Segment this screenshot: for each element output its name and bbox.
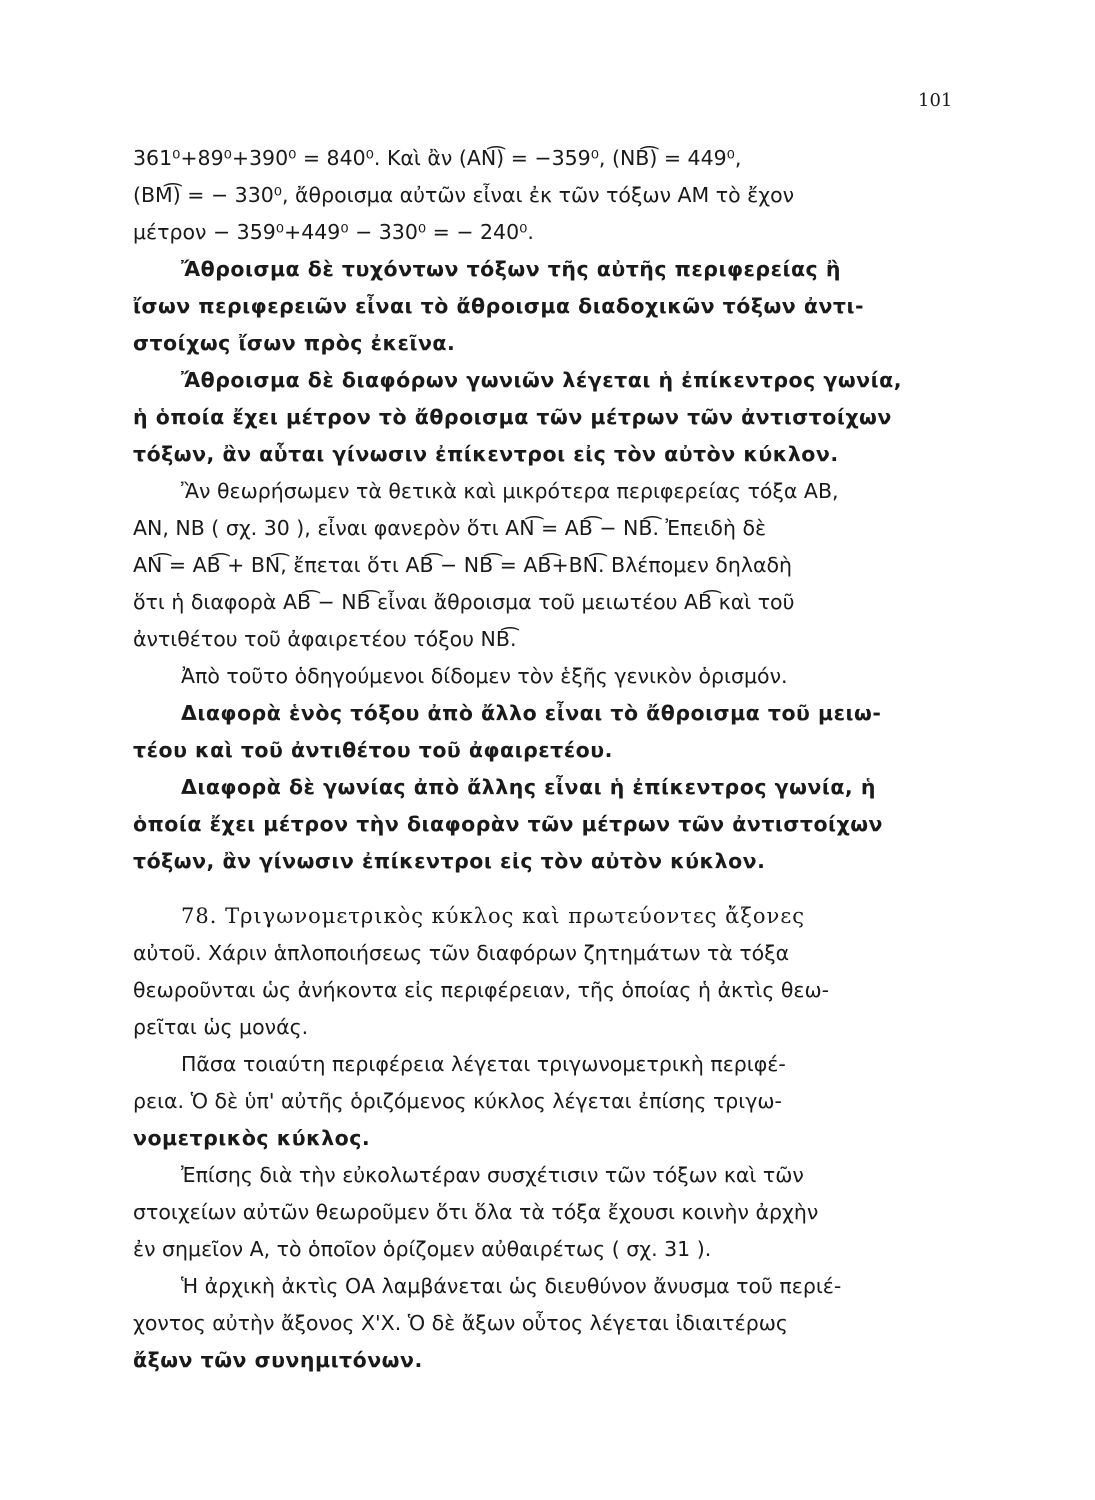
text-line: Ἂν θεωρήσωμεν τὰ θετικὰ καὶ μικρότερα περιφερείας τόξα ΑΒ, [181, 479, 839, 503]
page-number: 101 [918, 90, 953, 111]
text-line: Ἐπίσης διὰ τὴν εὐκολωτέραν συσχέτισιν τῶν τόξων καὶ τῶν [181, 1163, 804, 1187]
text-line: ἐν σημεῖον Α, τὸ ὁποῖον ὁρίζομεν αὐθαιρέτως ( σχ. 31 ). [133, 1237, 712, 1261]
text-line: ἄξων τῶν συνημιτόνων. [133, 1348, 423, 1372]
text-line: Ἡ ἀρχικὴ ἀκτὶς ΟΑ λαμβάνεται ὡς διευθύνον ἄνυσμα τοῦ περιέ- [181, 1274, 842, 1298]
text-line: ὅτι ἡ διαφορὰ ΑΒ͡ − ΝΒ͡ εἶναι ἄθροισμα τοῦ μειωτέου ΑΒ͡ καὶ τοῦ [133, 590, 795, 614]
text-line: μέτρον − 359⁰+449⁰ − 330⁰ = − 240⁰. [133, 220, 534, 244]
text-line: ἀντιθέτου τοῦ ἀφαιρετέου τόξου ΝΒ͡. [133, 627, 517, 651]
page-body [133, 140, 953, 1379]
text-line: Ἄθροισμα δὲ τυχόντων τόξων τῆς αὐτῆς περιφερείας ἢ [181, 257, 841, 281]
text-line: στοίχως ἴσων πρὸς ἐκεῖνα. [133, 331, 456, 355]
text-line: Ἀπὸ τοῦτο ὁδηγούμενοι δίδομεν τὸν ἑξῆς γενικὸν ὁρισμόν. [181, 664, 788, 688]
text-line: στοιχείων αὐτῶν θεωροῦμεν ὅτι ὅλα τὰ τόξα ἔχουσι κοινὴν ἀρχὴν [133, 1200, 819, 1224]
text-line: ΑΝ͡ = ΑΒ͡ + ΒΝ͡, ἔπεται ὅτι ΑΒ͡ − ΝΒ͡ = ΑΒ͡+ΒΝ͡. Βλέπομεν δηλαδὴ [133, 553, 793, 577]
definition-line: τέου καὶ τοῦ ἀντιθέτου τοῦ ἀφαιρετέου. [133, 738, 613, 762]
section-heading: 78. Τριγωνομετρικὸς κύκλος καὶ πρωτεύοντες ἄξονες [181, 904, 805, 928]
text-line: Ἄθροισμα δὲ διαφόρων γωνιῶν λέγεται ἡ ἐπίκεντρος γωνία, [181, 368, 902, 392]
text-line: (ΒΜ͡) = − 330⁰, ἄθροισμα αὐτῶν εἶναι ἐκ τῶν τόξων ΑΜ τὸ ἔχον [133, 183, 795, 207]
text-line: ἴσων περιφερειῶν εἶναι τὸ ἄθροισμα διαδοχικῶν τόξων ἀντι- [133, 294, 864, 318]
text-line: ρεια. Ὁ δὲ ὑπ' αὐτῆς ὁριζόμενος κύκλος λέγεται ἐπίσης τριγω- [133, 1089, 782, 1113]
text-line: θεωροῦνται ὡς ἀνήκοντα εἰς περιφέρειαν, τῆς ὁποίας ἡ ἀκτὶς θεω- [133, 978, 830, 1002]
text-line: ρεῖται ὡς μονάς. [133, 1015, 309, 1039]
text-line: νομετρικὸς κύκλος. [133, 1126, 371, 1150]
definition-line: τόξων, ἂν γίνωσιν ἐπίκεντροι εἰς τὸν αὐτὸν κύκλον. [133, 849, 766, 873]
text-line: αὐτοῦ. Χάριν ἁπλοποιήσεως τῶν διαφόρων ζητημάτων τὰ τόξα [133, 941, 790, 965]
text-line: τόξων, ἂν αὗται γίνωσιν ἐπίκεντροι εἰς τὸν αὐτὸν κύκλον. [133, 442, 839, 466]
text-line: Πᾶσα τοιαύτη περιφέρεια λέγεται τριγωνομετρικὴ περιφέ- [181, 1052, 786, 1076]
text-line: ἡ ὁποία ἔχει μέτρον τὸ ἄθροισμα τῶν μέτρων τῶν ἀντιστοίχων [133, 405, 892, 429]
text-line: ΑΝ, ΝΒ ( σχ. 30 ), εἶναι φανερὸν ὅτι ΑΝ͡ = ΑΒ͡ − ΝΒ͡. Ἐπειδὴ δὲ [133, 516, 767, 540]
definition-line: Διαφορὰ δὲ γωνίας ἀπὸ ἄλλης εἶναι ἡ ἐπίκεντρος γωνία, ἡ [181, 775, 876, 799]
definition-line: Διαφορὰ ἑνὸς τόξου ἀπὸ ἄλλο εἶναι τὸ ἄθροισμα τοῦ μειω- [181, 701, 882, 725]
definition-line: ὁποία ἔχει μέτρον τὴν διαφορὰν τῶν μέτρων τῶν ἀντιστοίχων [133, 812, 884, 836]
text-line: 361⁰+89⁰+390⁰ = 840⁰. Καὶ ἂν (ΑΝ͡) = −359⁰, (ΝΒ͡) = 449⁰, [133, 146, 742, 170]
text-line: χοντος αὐτὴν ἄξονος Χ'Χ. Ὁ δὲ ἄξων οὗτος λέγεται ἰδιαιτέρως [133, 1311, 788, 1335]
